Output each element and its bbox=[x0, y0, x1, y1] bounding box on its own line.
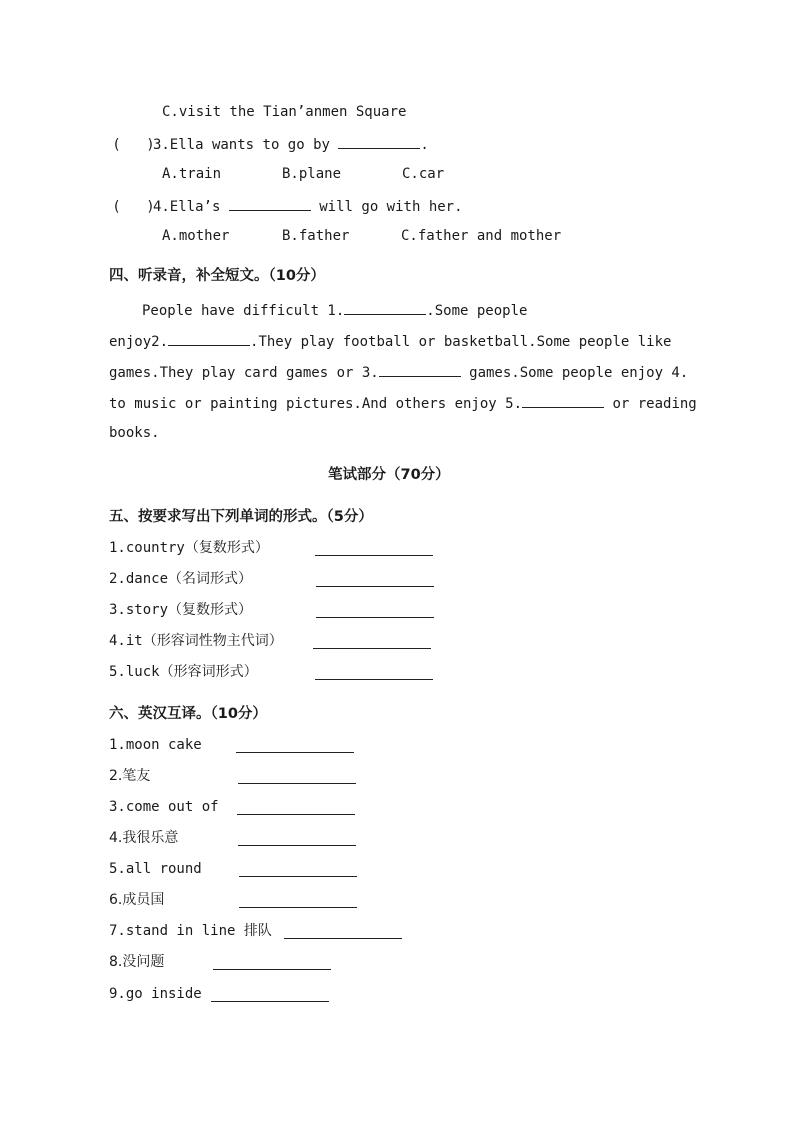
question-4-option-b: B.father bbox=[282, 228, 350, 244]
passage-text: .Some people bbox=[426, 303, 528, 319]
passage-text: to music or painting pictures.And others enjoy 5. bbox=[109, 396, 523, 412]
translate-answer-6[interactable] bbox=[239, 907, 357, 908]
passage-line-5: books. bbox=[109, 425, 160, 441]
question-3-end: . bbox=[420, 137, 429, 153]
passage-text: games.They play card games or 3. bbox=[109, 365, 379, 381]
section-6-heading: 六、英汉互译。（10分） bbox=[109, 706, 267, 722]
translate-item-5: 5.all round bbox=[109, 861, 202, 877]
item-instruction: （形容词形式） bbox=[159, 664, 258, 680]
answer-paren[interactable]: ( ) bbox=[114, 199, 153, 215]
item-instruction: （复数形式） bbox=[184, 540, 269, 556]
question-3-option-b: B.plane bbox=[282, 166, 342, 182]
question-4-end: will go with her. bbox=[319, 199, 463, 215]
passage-line-4 bbox=[109, 392, 697, 414]
translate-answer-4[interactable] bbox=[238, 845, 356, 846]
translate-answer-2[interactable] bbox=[238, 783, 356, 784]
word-form-item-1 bbox=[109, 538, 269, 558]
word-form-answer-2[interactable] bbox=[316, 586, 434, 587]
passage-line-3 bbox=[109, 361, 688, 383]
passage-text: .They play football or basketball.Some people like bbox=[250, 334, 672, 350]
item-word: 4.it bbox=[109, 633, 143, 649]
passage-blank-3[interactable] bbox=[379, 361, 461, 377]
translate-item-9: 9.go inside bbox=[109, 986, 202, 1002]
passage-blank-2[interactable] bbox=[168, 330, 250, 346]
word-form-item-5 bbox=[109, 662, 258, 682]
passage-line-2 bbox=[109, 330, 671, 352]
word-form-item-2 bbox=[109, 569, 252, 589]
passage-text: enjoy2. bbox=[109, 334, 169, 350]
word-form-item-3 bbox=[109, 600, 252, 620]
translate-item-7: 7.stand in line 排队 bbox=[109, 923, 272, 939]
translate-item-8: 8.没问题 bbox=[109, 954, 165, 970]
question-4 bbox=[114, 195, 463, 217]
translate-answer-1[interactable] bbox=[236, 752, 354, 753]
translate-item-4: 4.我很乐意 bbox=[109, 830, 179, 846]
item-instruction: （名词形式） bbox=[168, 571, 253, 587]
item-instruction: （复数形式） bbox=[168, 602, 253, 618]
section-4-heading: 四、听录音，补全短文。（10分） bbox=[109, 268, 325, 284]
passage-text: or reading bbox=[604, 396, 697, 412]
word-form-answer-3[interactable] bbox=[316, 617, 434, 618]
question-3-blank[interactable] bbox=[338, 133, 420, 149]
answer-paren[interactable]: ( ) bbox=[114, 137, 153, 153]
translate-answer-8[interactable] bbox=[213, 969, 331, 970]
passage-blank-5[interactable] bbox=[522, 392, 604, 408]
translate-item-2: 2.笔友 bbox=[109, 768, 151, 784]
translate-answer-9[interactable] bbox=[211, 1001, 329, 1002]
question-4-blank[interactable] bbox=[229, 195, 311, 211]
word-form-item-4 bbox=[109, 631, 283, 651]
translate-answer-3[interactable] bbox=[237, 814, 355, 815]
item-word: 1.country bbox=[109, 540, 185, 556]
passage-blank-1[interactable] bbox=[344, 299, 426, 315]
translate-answer-5[interactable] bbox=[239, 876, 357, 877]
passage-text: games.Some people enjoy 4. bbox=[460, 365, 689, 381]
written-part-heading: 笔试部分（70分） bbox=[328, 467, 450, 483]
item-word: 2.dance bbox=[109, 571, 169, 587]
translate-item-6: 6.成员国 bbox=[109, 892, 165, 908]
passage-text: People have difficult 1. bbox=[142, 303, 345, 319]
question-3-text: 3.Ella wants to go by bbox=[152, 137, 330, 153]
word-form-answer-4[interactable] bbox=[313, 648, 431, 649]
item-instruction: （形容词性物主代词） bbox=[142, 633, 283, 649]
section-5-heading: 五、按要求写出下列单词的形式。（5分） bbox=[109, 509, 373, 525]
translate-item-3: 3.come out of bbox=[109, 799, 219, 815]
word-form-answer-1[interactable] bbox=[315, 555, 433, 556]
translate-item-1: 1.moon cake bbox=[109, 737, 202, 753]
question-3-option-c: C.car bbox=[402, 166, 445, 182]
item-word: 3.story bbox=[109, 602, 169, 618]
question-4-option-c: C.father and mother bbox=[401, 228, 562, 244]
question-3 bbox=[114, 133, 429, 155]
question-4-text: 4.Ella’s bbox=[152, 199, 221, 215]
option-c-previous: C.visit the Tian’anmen Square bbox=[162, 104, 407, 120]
translate-answer-7[interactable] bbox=[284, 938, 402, 939]
passage-line-1 bbox=[142, 299, 527, 321]
question-4-option-a: A.mother bbox=[162, 228, 230, 244]
question-3-option-a: A.train bbox=[162, 166, 222, 182]
word-form-answer-5[interactable] bbox=[315, 679, 433, 680]
item-word: 5.luck bbox=[109, 664, 160, 680]
